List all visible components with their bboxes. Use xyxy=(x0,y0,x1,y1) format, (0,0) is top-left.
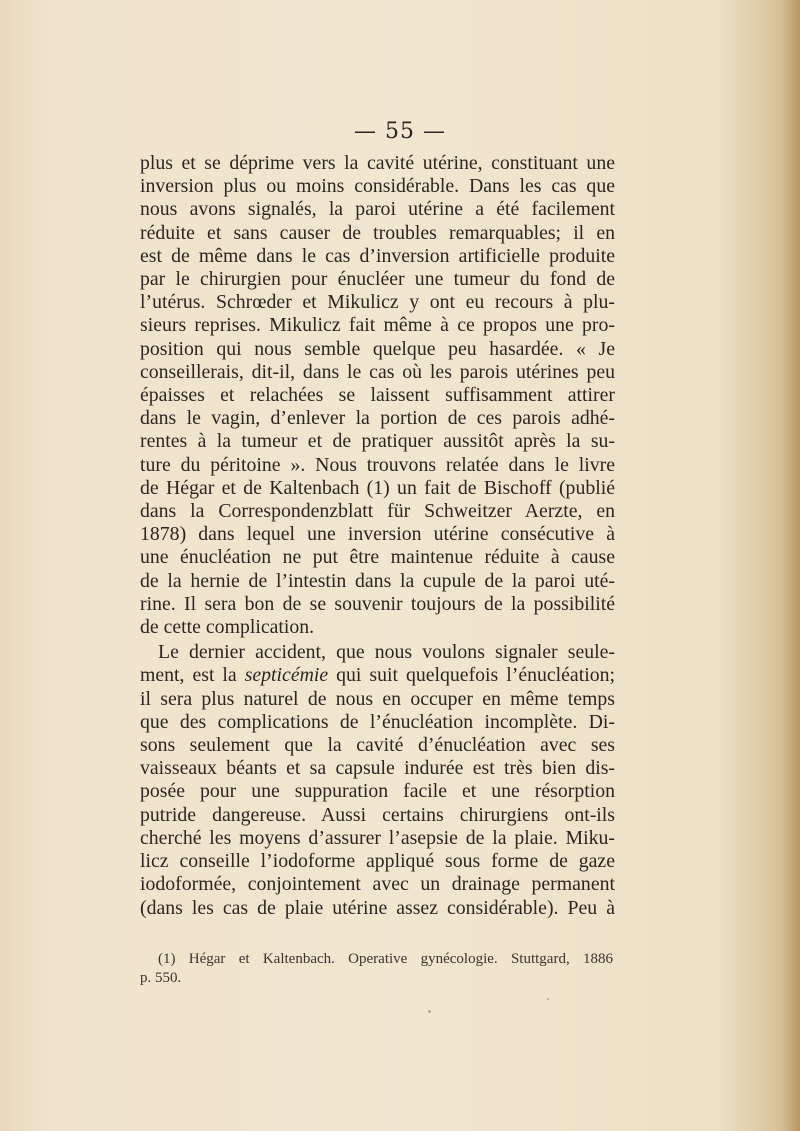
footnote-line: (1) Hégar et Kaltenbach. Operative gynécologie. Stuttgard, 1886 xyxy=(158,951,613,967)
footnote xyxy=(140,950,613,988)
text-line: posée pour une suppuration facile et une résorption xyxy=(140,780,615,803)
text-line: rentes à la tumeur et de pratiquer aussitôt après la su- xyxy=(140,430,615,453)
text-line: il sera plus naturel de nous en occuper en même temps xyxy=(140,687,615,710)
text-line: inversion plus ou moins considérable. Dans les cas que xyxy=(140,175,615,198)
text-line: de cette complication. xyxy=(140,616,315,639)
text-line: épaisses et relachées se laissent suffisamment attirer xyxy=(140,384,615,407)
text-line: putride dangereuse. Aussi certains chirurgiens ont-ils xyxy=(140,803,615,826)
text-line: sons seulement que la cavité d’énucléation avec ses xyxy=(140,734,615,757)
paper-speck xyxy=(428,1010,431,1013)
body-text xyxy=(140,152,615,920)
text-line: 1878) dans lequel une inversion utérine consécutive à xyxy=(140,523,615,546)
italic-term: septicémie xyxy=(244,664,329,687)
page-edge-shadow xyxy=(782,0,800,1131)
text-line: conseillerais, dit-il, dans le cas où les parois utérines peu xyxy=(140,360,615,383)
text-line: de la hernie de l’intestin dans la cupule de la paroi uté- xyxy=(140,569,615,592)
text-line: de Hégar et de Kaltenbach (1) un fait de Bischoff (publié xyxy=(140,476,615,499)
text-line: vaisseaux béants et sa capsule indurée est très bien dis- xyxy=(140,757,615,780)
text-fragment: qui suit quelquefois l’énucléation; xyxy=(328,664,615,687)
paragraph-2 xyxy=(140,641,615,919)
text-line: cherché les moyens d’assurer l’asepsie de la plaie. Miku- xyxy=(140,826,615,849)
text-line: (dans les cas de plaie utérine assez considérable). Peu à xyxy=(140,896,615,919)
text-line: dans la Correspondenzblatt für Schweitzer Aerzte, en xyxy=(140,500,615,523)
text-line: nous avons signalés, la paroi utérine a été facilement xyxy=(140,198,615,221)
paper-speck xyxy=(547,998,549,1000)
text-line: par le chirurgien pour énucléer une tumeur du fond de xyxy=(140,268,615,291)
text-line: position qui nous semble quelque peu hasardée. « Je xyxy=(140,337,615,360)
page-number: — 55 — xyxy=(354,119,446,144)
text-line: Le dernier accident, que nous voulons signaler seule- xyxy=(158,641,615,664)
text-line: est de même dans le cas d’inversion artificielle produite xyxy=(140,244,615,267)
text-fragment: ment, est la xyxy=(140,664,245,687)
text-line xyxy=(140,664,615,687)
text-line: réduite et sans causer de troubles remarquables; il en xyxy=(140,221,615,244)
text-line: l’utérus. Schrœder et Mikulicz y ont eu recours à plu- xyxy=(140,291,615,314)
footnote-line: p. 550. xyxy=(140,970,182,986)
text-line: sieurs reprises. Mikulicz fait même à ce propos une pro- xyxy=(140,314,615,337)
text-line: une énucléation ne put être maintenue réduite à cause xyxy=(140,546,615,569)
text-line: licz conseille l’iodoforme appliqué sous forme de gaze xyxy=(140,850,615,873)
text-line: que des complications de l’énucléation incomplète. Di- xyxy=(140,710,615,733)
paragraph-1 xyxy=(140,152,615,639)
text-line: plus et se déprime vers la cavité utérine, constituant une xyxy=(140,152,615,174)
text-line: dans le vagin, d’enlever la portion de ces parois adhé- xyxy=(140,407,615,430)
text-line: ture du péritoine ». Nous trouvons relatée dans le livre xyxy=(140,453,615,476)
text-line: iodoformée, conjointement avec un drainage permanent xyxy=(140,873,615,896)
text-line: rine. Il sera bon de se souvenir toujours de la possibilité xyxy=(140,592,615,615)
